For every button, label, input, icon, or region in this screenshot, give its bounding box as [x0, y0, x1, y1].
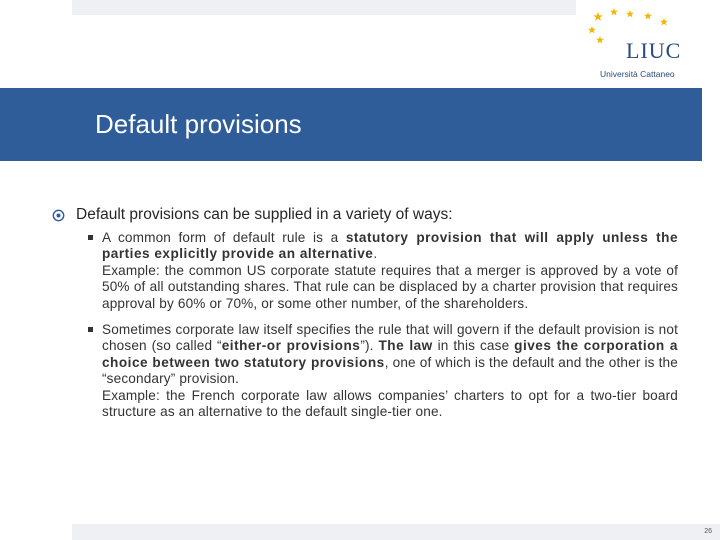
top-decorative-strip	[72, 0, 576, 15]
example-text: Example: the common US corporate statute requires that a merger is approved by a vote of 50% of all outstanding shares. That rule can be displaced by a charter provision that requires approval by 60% or 70%, or some other number, of the shareholders.	[102, 262, 678, 311]
example-text: Example: the French corporate law allows companies’ charters to opt for a two-tier board structure as an alternative to the default single-tier one.	[102, 387, 678, 420]
square-bullet-icon	[88, 327, 93, 332]
emphasis-text: either-or provisions	[221, 338, 361, 354]
emphasis-text: gives the corporation a choice between two statutory provisions	[102, 338, 678, 370]
page-number: 26	[704, 528, 712, 535]
circle-bullet-icon	[52, 209, 65, 222]
liuc-logo	[586, 6, 698, 82]
slide-title: Default provisions	[95, 109, 302, 139]
square-bullet-icon	[88, 235, 93, 240]
emphasis-text: statutory provision that will apply unless the parties explicitly provide an alternative	[102, 230, 679, 262]
emphasis-text: The law	[378, 338, 433, 354]
sub-bullet-either-or	[102, 322, 678, 420]
main-bullet	[52, 204, 678, 226]
sub-bullet-statutory	[102, 230, 678, 312]
main-bullet-text: Default provisions can be supplied in a variety of ways:	[76, 206, 453, 223]
sub-bullet-text: A common form of default rule is a statutory provision that will apply unless the parties explicitly provide an alternative.	[102, 230, 679, 262]
sub-bullet-text: Sometimes corporate law itself specifies the rule that will govern if the default provision is not chosen (so called “either-or provisions”). The law in this case gives the corporation a choice between two statutory provisions, one of which is the default and the other is the “secondary” provision.	[102, 322, 678, 387]
slide-content	[52, 204, 678, 420]
logo-text: LIUC	[626, 38, 682, 63]
bottom-decorative-strip	[72, 524, 720, 540]
logo-subtext: Università Cattaneo	[600, 69, 675, 79]
